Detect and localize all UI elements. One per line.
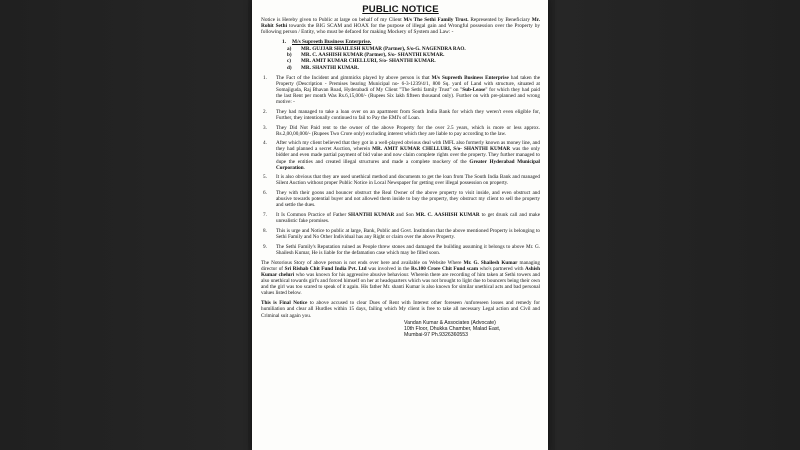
advocate-contact: Mumbai-97 Ph.9326360553 [404,332,469,339]
point-3: 3. They Did Not Paid rent to the owner of the above Property for the over 2.5 years, which is more or less approx. Rs.2,00,00,000/- (Rupees Two Crore only) excluding interest which they are liable to pay according to the law. [263,124,540,137]
partner-item: b) MR. C. AASHISH KUMAR (Partner), S/o- SHANTHI KUMAR. [287,52,445,59]
advocate-name: Vandan Kumar & Associates (Advocate) [404,319,496,326]
intro-paragraph: Notice is Hereby given to Public at large on behalf of my Client M/s The Sethi Family Trust. Represented by Beneficiary Mr. Rohit Sethi towards the BIG SCAM and HOAX for the purpose of illegal gain and Wrongful possession over the Property by following person / Entity, who must be defaced for making Mockery of System and Law: - [261,17,540,36]
numbered-points [261,75,540,256]
background-left [0,0,248,450]
point-6: 6. They with their goons and bouncer obstruct the Real Owner of the above property to visit inside, and even obstruct and abusive towards potential buyer and not allowed them inside to buy the property, they obstruct my client to sell the property and settle the dues. [263,190,540,209]
partner-list [287,46,540,70]
point-4: 4. After which my client believed that they got in a well-played obvious deal with IMFL also formerly known as money line, and they had planned a secret Auction, wherein MR. AMIT KUMAR CHELLURI, S/o- SHANTHI KUMAR was the only bidder and even made partial payment of bid value and now claim complete rights over the property. They further managed to dupe the entities and created illegal structures and made a complete mockery of the Greater Hyderabad Municipal Corporation. [263,140,540,171]
closing-paragraph: The Notorious Story of above person is not ends over here and available on Website Where Mr. G. Shailesh Kumar managing director of Sri Rishab Chit Fund India Pvt. Ltd was involved in the Rs.100 Crore Chit Fund scam who's partnered with Ashish Kumar cheluri who was known for his aggressive abusive behaviour. Wherein there are recording of him taken at Sethi towers and also unethical towards girl's and forced himself on her at headquarters which was not brought to light due to bouncers being their own and the girl was too scared to speak of it again. His father Mr. shanti Kumar is also known for similar unethical acts and bad personal values listed below. [261,259,541,297]
point-7: 7. It Is Common Practice of Father SHANTHI KUMAR and Son MR. C. AASHISH KUMAR to get drunk call and make unrealistic fake promises. [263,212,540,225]
company-heading: 1. M/s Supreeth Business Enterprise. [282,39,372,46]
advocate-signature-block [404,320,540,339]
partner-item: d) MR. SHANTHI KUMAR. [287,64,359,71]
company-name: M/s Supreeth Business Enterprise. [292,39,372,46]
point-8: 8. This is urge and Notice to public at large, Bank, Public and Govt. Institution that the above mentioned Property is belonging to Sethi Family and No Other Individual has any Right or claim over the above Property. [263,227,540,240]
background-right [555,0,800,450]
final-notice-paragraph: This is Final Notice to above accused to clear Dues of Rent with Interest other foreseen /unforeseen losses and remedy for humiliation and clear all Hurdles within 15 days, failing which My client is free to take all necessary Legal action and Civil and Criminal suit again you. [261,300,540,319]
point-9: 9. The Sethi Family's Reputation ruined as People threw stones and damaged the building assuming it belongs to above Mr. G. Shailesh Kumar, He is liable for the defamation case which may be filled soon. [263,243,540,256]
point-1: 1. The Fact of the Incident and gimmicks played by above person is that M/s Supreeth Business Enterprise had taken the Property (Description - Premises bearing Municipal no- 6-3-1239/4/1, 800 Sq. yard of Land with structure, situated at Somajiguda, Raj Bhavan Road, Hyderabadi of My Client "The Sethi family Trust" on "Sub-Lease" for which they had paid the last Rent per month Was Rs.6,15,000/- (Rupees Six lakh fifteen thousand only). Further on with pre-planned and wrong motive: - [263,74,541,106]
advocate-address: 10th Floor, Dhukka Chamber, Malad East, [404,326,501,332]
partner-item: a) MR. GUJJAR SHAILESH KUMAR (Partner), S/o-G. NAGENDRA RAO. [287,46,466,53]
notice-title: PUBLIC NOTICE [362,4,439,15]
point-2: 2. They had managed to take a loan over on an apartment from South India Bank for which they weren't even eligible for, Further, they intentionally continued to fail to Pay the EMI's of Loan. [263,108,540,121]
notice-document [252,0,548,450]
partner-item: c) MR. AMIT KUMAR CHELLURI, S/o- SHANTHI KUMAR. [287,58,436,65]
point-5: 5. It is also obvious that they are used unethical method and documents to get the loan from The South India Bank and managed Silent Auction without proper Public Notice in Local Newspaper for getting over illegal possession on property. [263,174,540,187]
